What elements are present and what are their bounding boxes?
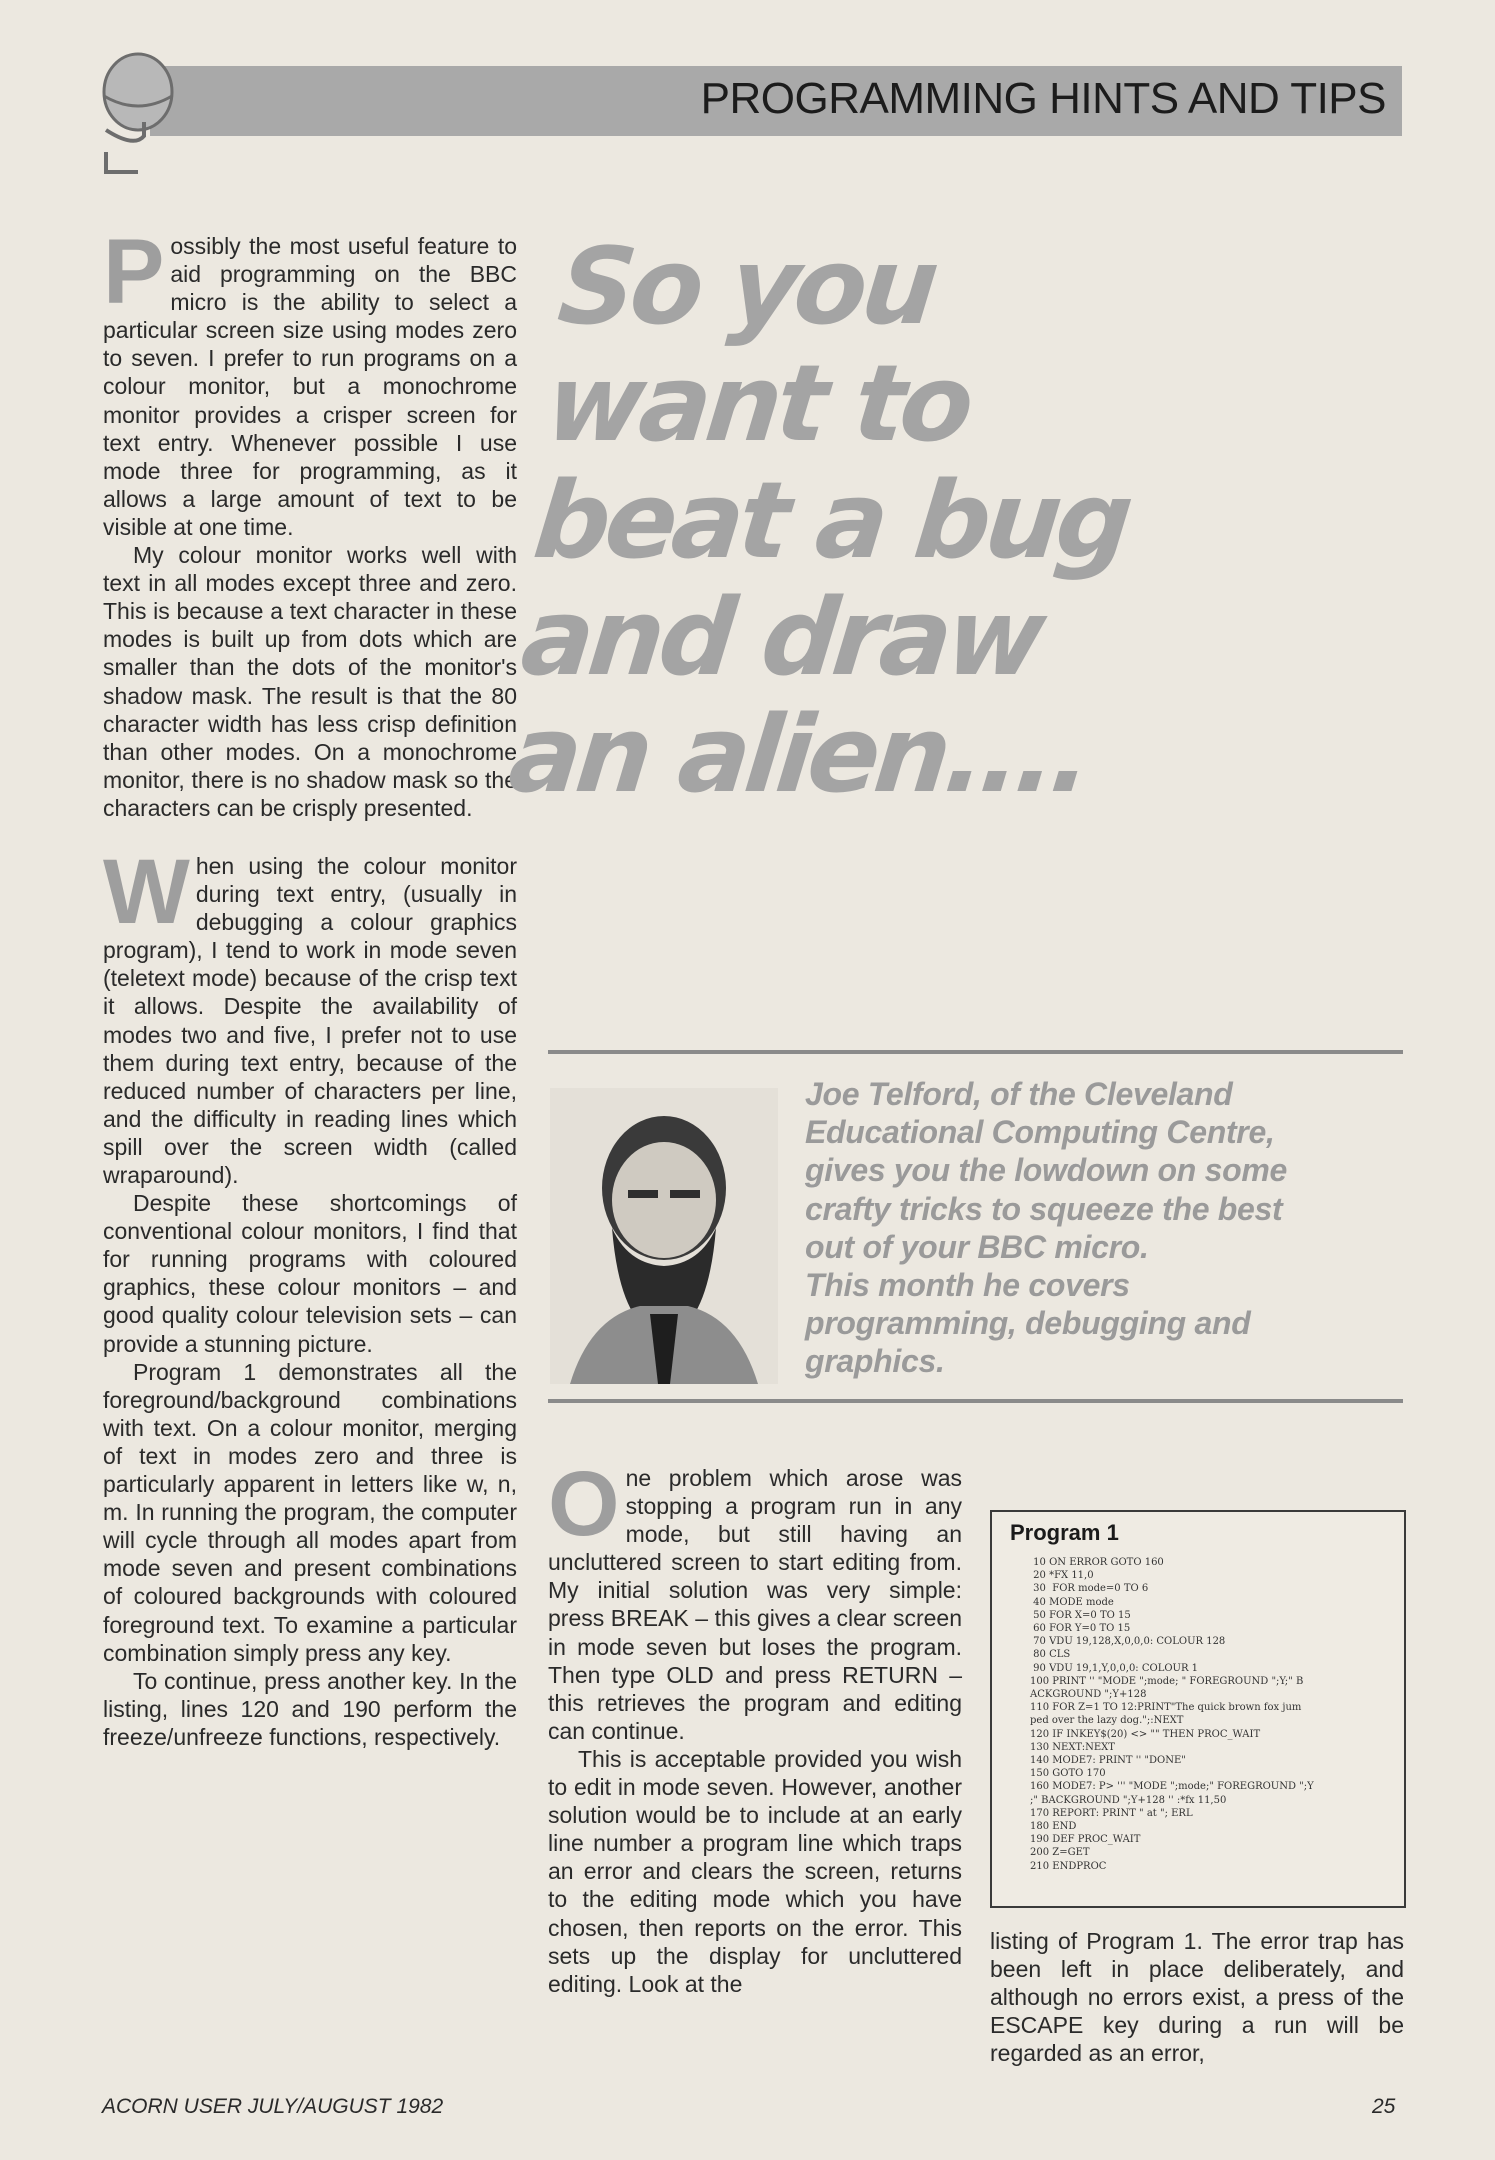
code-line: 110 FOR Z=1 TO 12:PRINT"The quick brown fox jum [1030,1702,1302,1714]
program-code [1030,1556,1314,1873]
byline [805,1075,1405,1381]
code-line: 170 REPORT: PRINT " at "; ERL [1030,1807,1193,1819]
code-line: 160 MODE7: P> ''' "MODE ";mode;" FOREGROUND ";Y [1030,1781,1314,1793]
paragraph: listing of Program 1. The error trap has been left in place deliberately, and although no errors exist, a press of the ESCAPE key during a run will be regarded as an error, [990,1928,1404,2067]
paragraph: Possibly the most useful feature to aid programming on the BBC micro is the ability to select a particular screen size using modes zero to seven. I prefer to run programs on a colour monitor, but a monochrome monitor provides a crisper screen for text entry. Whenever possible I use mode three for programming, as it allows a large amount of text to be visible at one time. [103,221,517,540]
byline-line: Joe Telford, of the Cleveland [805,1076,1233,1112]
publication-footer: ACORN USER JULY/AUGUST 1982 [102,2095,444,2118]
code-line: 40 MODE mode [1030,1596,1114,1608]
byline-line: graphics. [805,1343,945,1380]
code-line: 200 Z=GET [1030,1847,1090,1859]
code-line: 210 ENDPROC [1030,1860,1107,1872]
headline-line: want to [540,342,975,465]
paragraph: To continue, press another key. In the listing, lines 120 and 190 perform the freeze/unfreeze functions, respectively. [103,1667,517,1750]
program-listing-box [990,1510,1406,1908]
paragraph: Program 1 demonstrates all the foreground/background combinations with text. On a colour monitor, merging of text in modes zero and three is particularly apparent in letters like w, n, m. In running the program, the computer will cycle through all modes apart from mode seven and present combinations of coloured backgrounds with coloured foreground text. To examine a particular combination simply press any key. [103,1358,517,1666]
code-line: 80 CLS [1030,1649,1071,1661]
code-line: 50 FOR X=0 TO 15 [1030,1609,1131,1621]
drop-cap: P [103,221,165,323]
code-line: 100 PRINT '' "MODE ";mode; " FOREGROUND ";Y;" B [1030,1675,1304,1687]
byline-line: Educational Computing Centre, [805,1114,1275,1151]
byline-line: out of your BBC micro. [805,1228,1149,1265]
paragraph: When using the colour monitor during text entry, (usually in debugging a colour graphics program), I tend to work in mode seven (teletext mode) because of the crisp text it allows. Despite the availability of modes two and five, I prefer not to use them during text entry, because of the reduced number of characters per line, and the difficulty in reading lines which spill over the screen width (called wraparound). [103,840,517,1188]
paragraph: This is acceptable provided you wish to edit in mode seven. However, another solution would be to include at an early line number a program line which traps an error and clears the screen, returns to the editing mode which you have chosen, then reports on the error. This sets up the display for uncluttered editing. Look at the [548,1745,962,1997]
code-line: 140 MODE7: PRINT '' "DONE" [1030,1755,1186,1767]
divider [548,1399,1403,1403]
code-line: 190 DEF PROC_WAIT [1030,1834,1141,1846]
code-line: ACKGROUND ";Y+128 [1030,1689,1147,1701]
code-line: 150 GOTO 170 [1030,1768,1106,1780]
article-column-3 [990,1927,1404,2067]
code-line: 30 FOR mode=0 TO 6 [1030,1583,1149,1595]
code-line: 70 VDU 19,128,X,0,0,0: COLOUR 128 [1030,1636,1226,1648]
code-line: ped over the lazy dog.";:NEXT [1030,1715,1184,1727]
headline [503,225,1425,816]
code-line: 90 VDU 19,1,Y,0,0,0: COLOUR 1 [1030,1662,1199,1674]
paragraph: Despite these shortcomings of conventional colour monitors, I find that for running programs with coloured graphics, these colour monitors – and good quality colour television sets – can provide a stunning picture. [103,1190,517,1357]
headline-line: So you [553,225,940,348]
byline-line: gives you the lowdown on some [805,1152,1288,1189]
byline-line: crafty tricks to squeeze the best [805,1190,1283,1227]
headline-line: beat a bug [528,459,1134,582]
article-column-2 [548,1453,962,1998]
byline-line: programming, debugging and [805,1305,1251,1342]
drop-cap: O [548,1453,620,1555]
drop-cap: W [103,840,190,943]
section-header-bar [150,66,1402,136]
code-line: 20 *FX 11,0 [1030,1570,1094,1582]
section-title: PROGRAMMING HINTS AND TIPS [700,74,1386,123]
headline-line: and draw [516,576,1047,699]
article-column-1 [103,221,517,1751]
author-photo [550,1088,778,1384]
code-line: ;" BACKGROUND ";Y+128 '' :*fx 11,50 [1030,1794,1227,1806]
code-line: 120 IF INKEY$(20) <> "" THEN PROC_WAIT [1030,1728,1261,1740]
divider [548,1050,1403,1054]
code-line: 180 END [1030,1821,1077,1833]
paragraph: My colour monitor works well with text in all modes except three and zero. This is because a text character in these modes is built up from dots which are smaller than the dots of the monitor's shadow mask. The result is that the 80 character width has less crisp definition than other modes. On a monochrome monitor, there is no shadow mask so the characters can be crisply presented. [103,542,517,821]
byline-line: This month he covers [805,1267,1130,1304]
code-line: 10 ON ERROR GOTO 160 [1030,1557,1164,1568]
acorn-logo-icon [98,52,178,182]
code-line: 60 FOR Y=0 TO 15 [1030,1623,1131,1635]
page-number: 25 [1372,2095,1396,2118]
paragraph: One problem which arose was stopping a program run in any mode, but still having an uncluttered screen to start editing from. My initial solution was very simple: press BREAK – this gives a clear screen in mode seven but loses the program. Then type OLD and press RETURN – this retrieves the program and editing can continue. [548,1453,962,1744]
program-title: Program 1 [1010,1520,1119,1545]
code-line: 130 NEXT:NEXT [1030,1741,1115,1753]
headline-line: an alien.... [503,693,1094,816]
